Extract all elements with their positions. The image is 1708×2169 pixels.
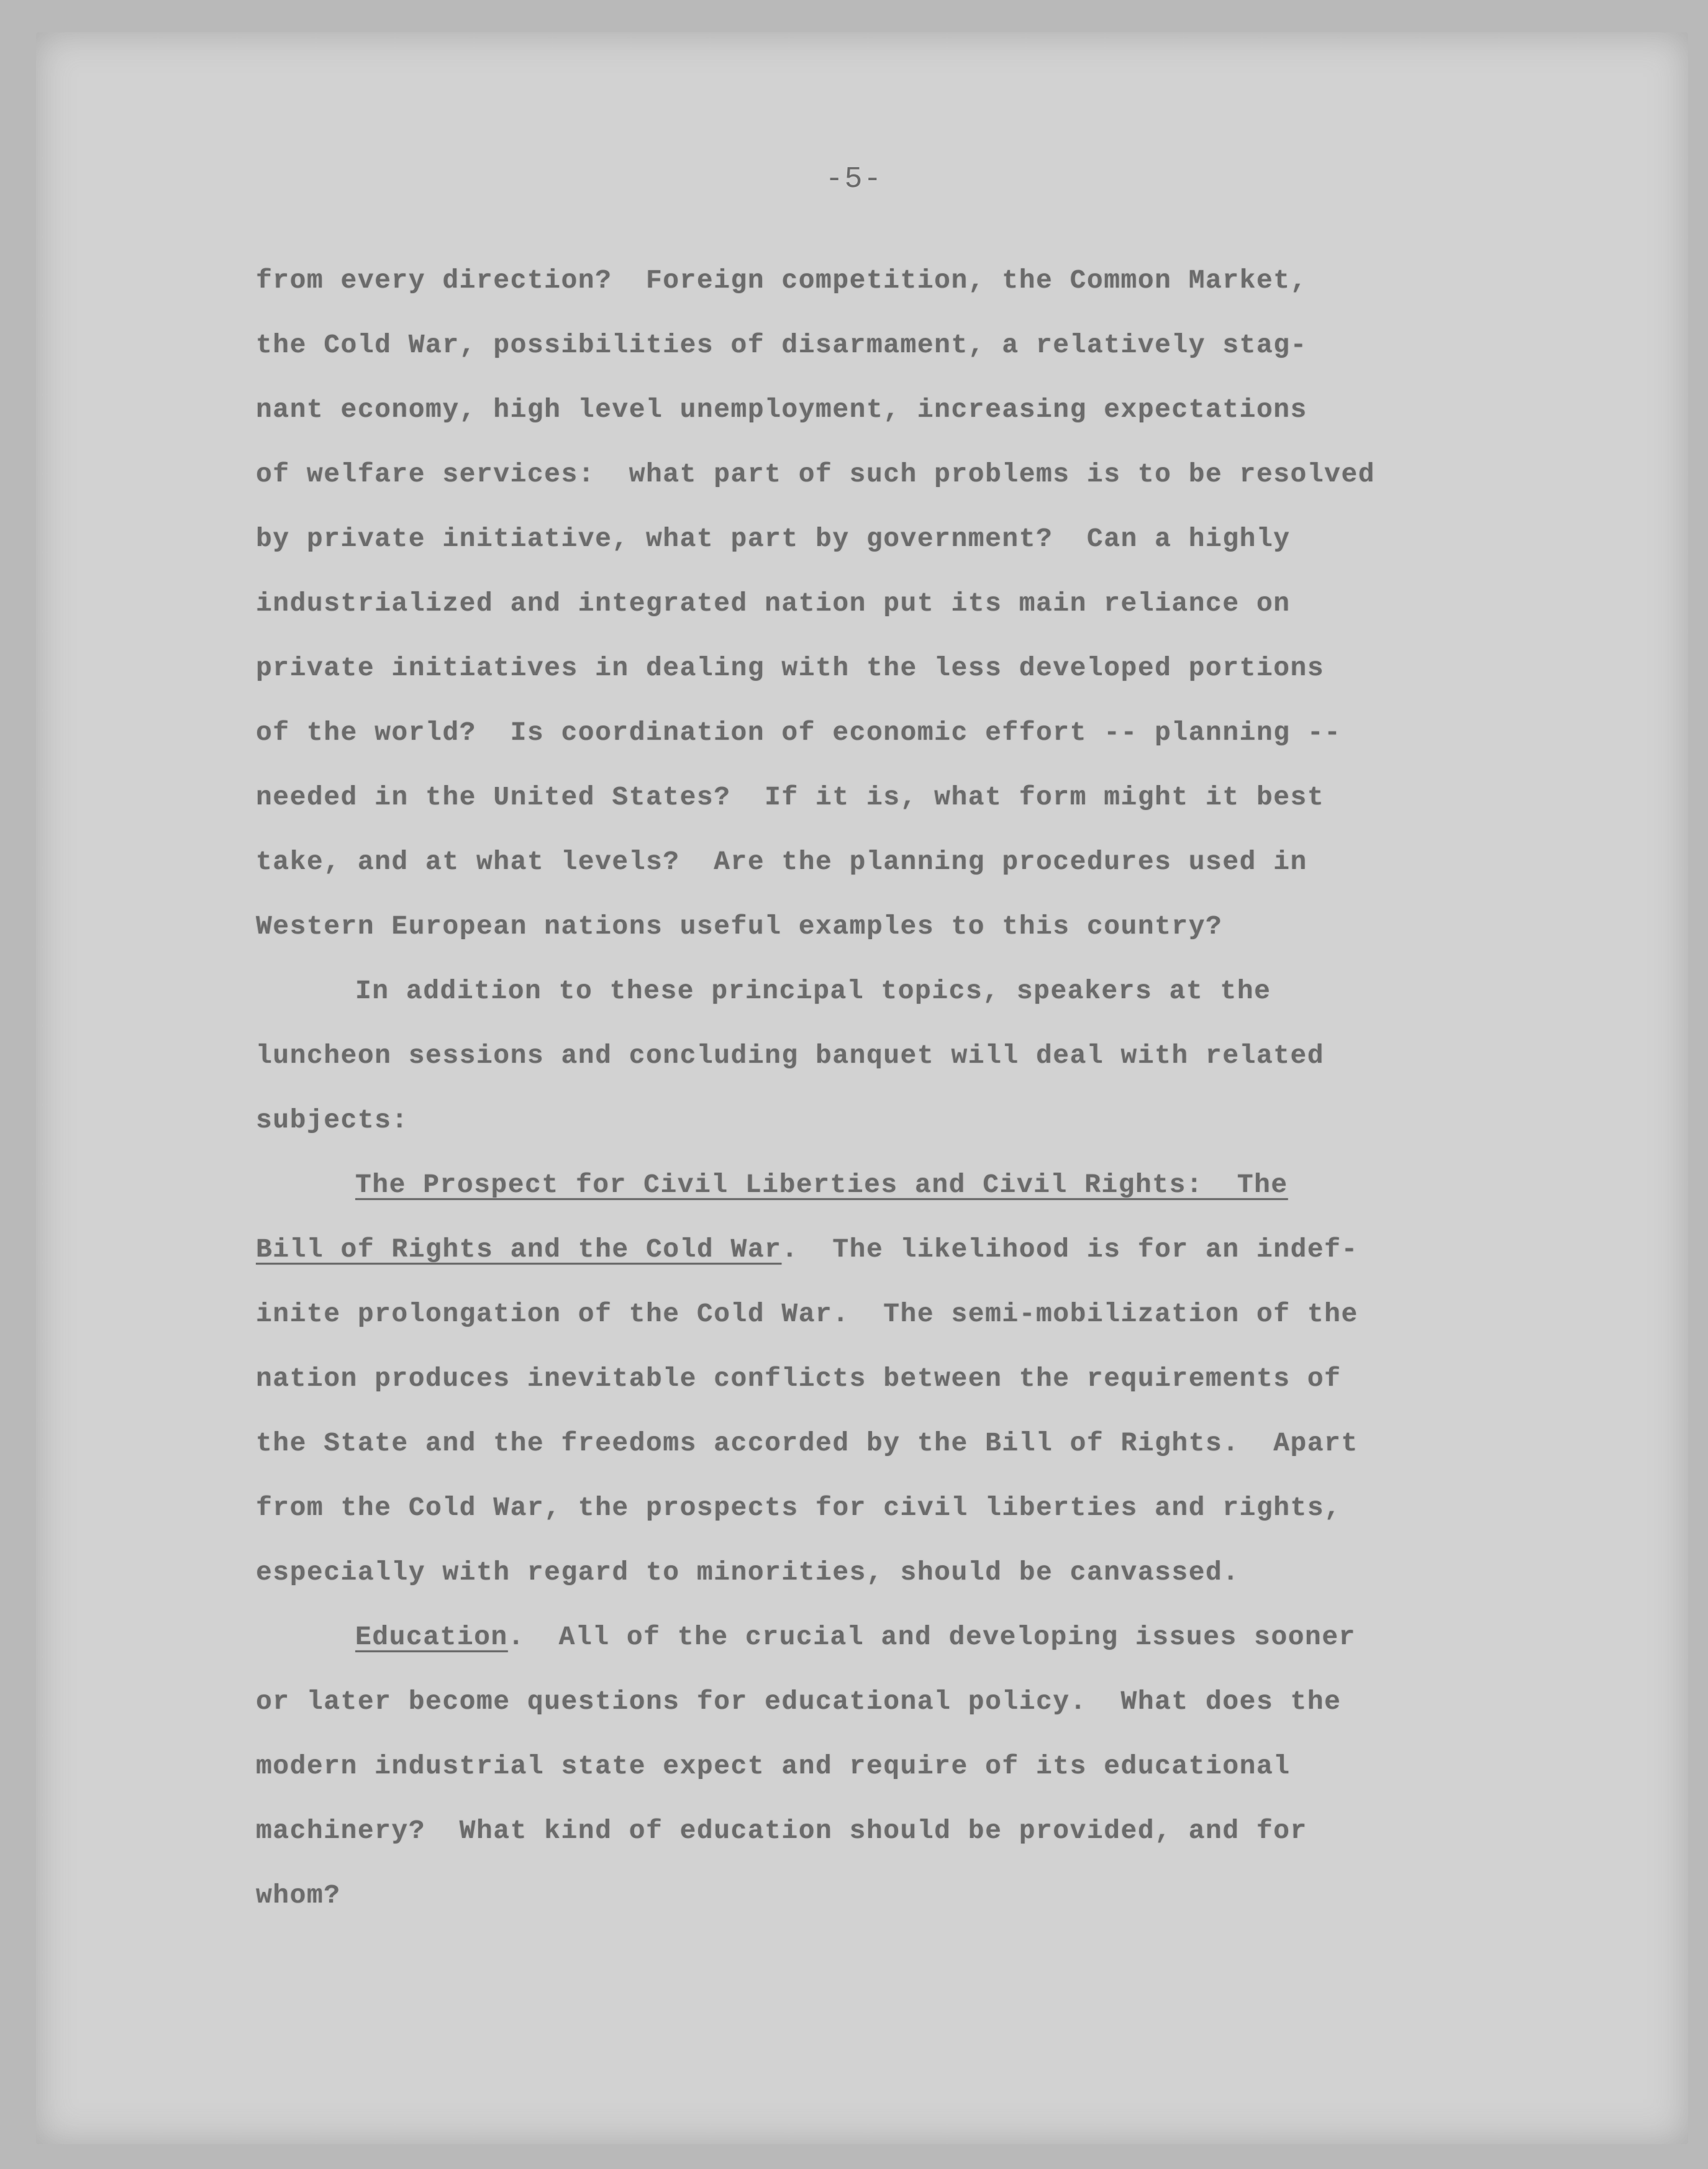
text-line: by private initiative, what part by government? Can a highly: [256, 524, 1291, 554]
text-line: subjects:: [256, 1105, 409, 1135]
text-line: take, and at what levels? Are the planning procedures used in: [256, 847, 1307, 877]
text-line: In addition to these principal topics, speakers at the: [355, 976, 1271, 1006]
text-line: Western European nations useful examples to this country?: [256, 911, 1223, 942]
text-line: from every direction? Foreign competition, the Common Market,: [256, 265, 1307, 296]
text-line: from the Cold War, the prospects for civil liberties and rights,: [256, 1493, 1342, 1523]
section-heading-education: Education: [355, 1622, 508, 1652]
text-line: needed in the United States? If it is, what form might it best: [256, 782, 1325, 812]
text-line: the State and the freedoms accorded by the Bill of Rights. Apart: [256, 1428, 1358, 1458]
text-line: of the world? Is coordination of economic effort -- planning --: [256, 717, 1342, 748]
section-heading-civil-liberties: The Prospect for Civil Liberties and Civil Rights: The: [355, 1170, 1288, 1200]
section-heading-civil-liberties-cont: Bill of Rights and the Cold War: [256, 1234, 782, 1265]
text-line: private initiatives in dealing with the less developed portions: [256, 653, 1325, 683]
text-line: luncheon sessions and concluding banquet will deal with related: [256, 1040, 1325, 1071]
text-line: [256, 1605, 1610, 1670]
text-line: modern industrial state expect and require of its educational: [256, 1751, 1291, 1781]
document-body: [256, 248, 1610, 1928]
text-line: especially with regard to minorities, should be canvassed.: [256, 1557, 1240, 1588]
text-line: nation produces inevitable conflicts between the requirements of: [256, 1363, 1342, 1394]
text-line: machinery? What kind of education should be provided, and for: [256, 1816, 1307, 1846]
text-line: whom?: [256, 1880, 341, 1911]
text-line: industrialized and integrated nation put its main reliance on: [256, 588, 1291, 619]
text-line: of welfare services: what part of such problems is to be resolved: [256, 459, 1376, 489]
page-number: -5-: [825, 163, 883, 196]
text-line: the Cold War, possibilities of disarmament, a relatively stag-: [256, 330, 1307, 360]
paragraph-2: [256, 959, 1610, 1153]
text-line: inite prolongation of the Cold War. The semi-mobilization of the: [256, 1299, 1358, 1329]
text-line: [256, 1217, 1610, 1282]
text-span: . All of the crucial and developing issues sooner: [507, 1622, 1356, 1652]
paragraph-1: [256, 248, 1610, 959]
text-line: [256, 1153, 1610, 1217]
text-line: nant economy, high level unemployment, increasing expectations: [256, 394, 1307, 425]
paragraph-education: [256, 1605, 1610, 1928]
text-span: . The likelihood is for an indef-: [781, 1234, 1358, 1265]
text-line: or later become questions for educational policy. What does the: [256, 1686, 1342, 1717]
paragraph-civil-liberties: [256, 1153, 1610, 1605]
